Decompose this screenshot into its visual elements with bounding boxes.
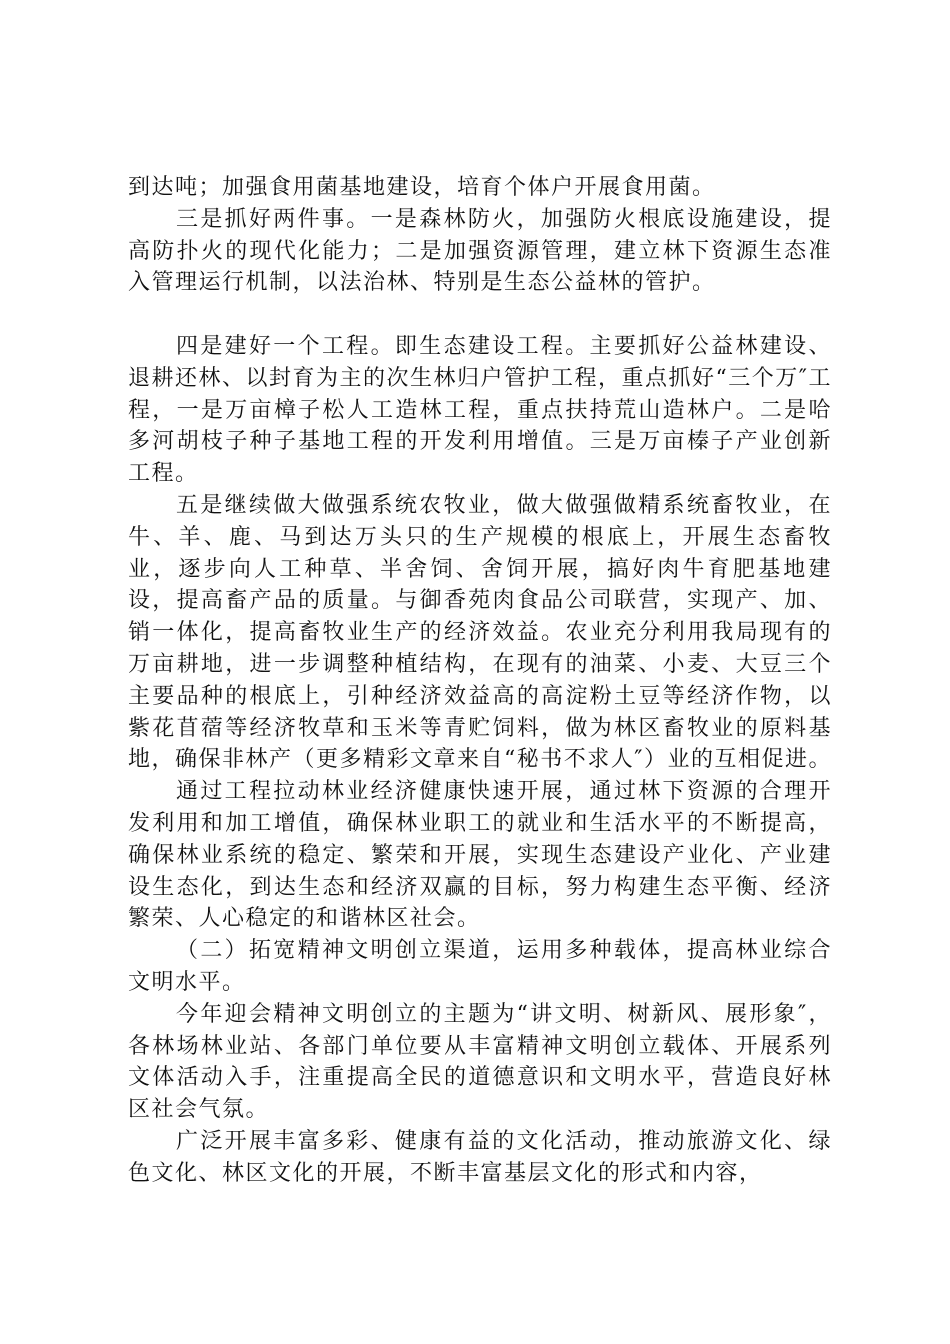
paragraph-cultural-activities: 广泛开展丰富多彩、健康有益的文化活动，推动旅游文化、绿色文化、林区文化的开展，不断丰富基层文化的形式和内容，: [128, 1128, 832, 1186]
paragraph-agriculture-husbandry: 五是继续做大做强系统农牧业，做大做强做精系统畜牧业，在牛、羊、鹿、马到达万头只的生产规模的根底上，开展生态畜牧业，逐步向人工种草、半舍饲、舍饲开展，搞好肉牛育肥基地建设，提高畜产品的质量。与御香苑肉食品公司联营，实现产、加、销一体化，提高畜牧业生产的经济效益。农业充分利用我局现有的万亩耕地，进一步调整种植结构，在现有的油菜、小麦、大豆三个主要品种的根底上，引种经济效益高的高淀粉土豆等经济作物，以紫花苜蓿等经济牧草和玉米等青贮饲料，做为林区畜牧业的原料基地，确保非林产（更多精彩文章来自“秘书不求人″）业的互相促进。: [128, 492, 832, 773]
paragraph-economic-development: 通过工程拉动林业经济健康快速开展，通过林下资源的合理开发利用和加工增值，确保林业职工的就业和生活水平的不断提高，确保林业系统的稳定、繁荣和开展，实现生态建设产业化、产业建设生态化，到达生态和经济双赢的目标，努力构建生态平衡、经济繁荣、人心稳定的和谐林区社会。: [128, 779, 832, 932]
paragraph-two-tasks: 三是抓好两件事。一是森林防火，加强防火根底设施建设，提高防扑火的现代化能力；二是加强资源管理，建立林下资源生态准入管理运行机制，以法治林、特别是生态公益林的管护。: [128, 206, 832, 296]
paragraph-ecological-project: 四是建好一个工程。即生态建设工程。主要抓好公益林建设、退耕还林、以封育为主的次生林归户管护工程，重点抓好“三个万″工程，一是万亩樟子松人工造林工程，重点扶持荒山造林户。二是哈多河胡枝子种子基地工程的开发利用增值。三是万亩榛子产业创新工程。: [128, 334, 832, 487]
paragraph-section-heading-two: （二）拓宽精神文明创立渠道，运用多种载体，提高林业综合文明水平。: [128, 938, 832, 995]
paragraph-continuation: 到达吨；加强食用菌基地建设，培育个体户开展食用菌。: [128, 175, 716, 200]
text-section-main: [128, 331, 832, 1190]
paragraph-civilization-theme: 今年迎会精神文明创立的主题为“讲文明、树新风、展形象″，各林场林业站、各部门单位要从丰富精神文明创立载体、开展系列文体活动入手，注重提高全民的道德意识和文明水平，营造良好林区社会气氛。: [128, 1001, 832, 1123]
text-section-top: [128, 172, 832, 299]
